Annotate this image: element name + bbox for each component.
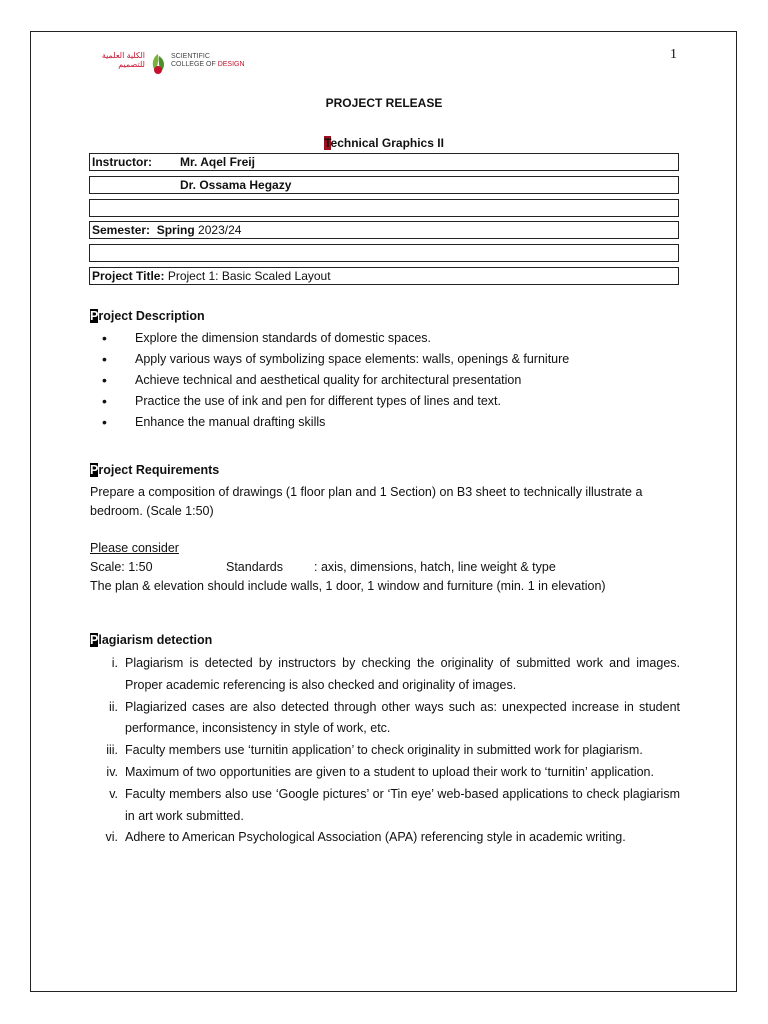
list-item: i. Plagiarism is detected by instructors by checking the originality of submitted work and images. Proper academic referencing is also checked and originality of images. — [111, 656, 680, 692]
scale-standards-line: Scale: 1:50 Standards : axis, dimensions, hatch, line weight & type — [90, 560, 556, 574]
instructor-row-2: Dr. Ossama Hegazy — [89, 176, 679, 194]
list-item: • Achieve technical and aesthetical quality for architectural presentation — [100, 370, 569, 391]
course-title: Technical Graphics II — [324, 136, 444, 150]
list-item: • Enhance the manual drafting skills — [100, 412, 569, 433]
instructor-row: Instructor: Mr. Aqel Freij — [89, 153, 679, 171]
list-item: • Apply various ways of symbolizing space elements: walls, openings & furniture — [100, 349, 569, 370]
list-item: • Explore the dimension standards of domestic spaces. — [100, 328, 569, 349]
description-list — [100, 328, 569, 433]
list-item: ii. Plagiarized cases are also detected through other ways such as: unexpected increase in student performance, inconsistency in style of work, etc. — [108, 699, 680, 736]
plan-elevation-text: The plan & elevation should include walls, 1 door, 1 window and furniture (min. 1 in elevation) — [90, 579, 606, 593]
logo-english-text: SCIENTIFIC COLLEGE OF DESIGN — [171, 53, 245, 68]
list-item: • Practice the use of ink and pen for different types of lines and text. — [100, 391, 569, 412]
plagiarism-list — [90, 653, 680, 849]
document-title: PROJECT RELEASE — [325, 96, 443, 110]
requirements-heading: Project Requirements — [90, 463, 220, 477]
empty-row-1 — [89, 199, 679, 217]
list-item: iii. Faculty members use ‘turnitin application’ to check originality in submitted work for plagiarism. — [106, 743, 643, 758]
page-number: 1 — [670, 47, 677, 62]
plagiarism-heading: Plagiarism detection — [90, 633, 213, 647]
list-item: v. Faculty members also use ‘Google pictures’ or ‘Tin eye’ web-based applications to check plagiarism in art work submitted. — [109, 786, 680, 823]
list-item: iv. Maximum of two opportunities are given to a student to upload their work to ‘turnitin’ application. — [106, 764, 654, 779]
empty-row-2 — [89, 244, 679, 262]
semester-row: Semester: Spring 2023/24 — [89, 221, 679, 239]
description-heading: Project Description — [90, 309, 205, 323]
requirements-text: Prepare a composition of drawings (1 floor plan and 1 Section) on B3 sheet to technically illustrate a bedroom. (Scale 1:50) — [90, 485, 643, 518]
logo-arabic-text: الكلية العلمية للتصميم — [101, 51, 145, 69]
logo-leaf-icon — [147, 52, 169, 76]
college-logo — [100, 51, 250, 81]
please-consider-label: Please consider — [90, 541, 179, 555]
project-title-row: Project Title: Project 1: Basic Scaled Layout — [89, 267, 679, 285]
list-item: vi. Adhere to American Psychological Association (APA) referencing style in academic writing. — [105, 830, 626, 845]
